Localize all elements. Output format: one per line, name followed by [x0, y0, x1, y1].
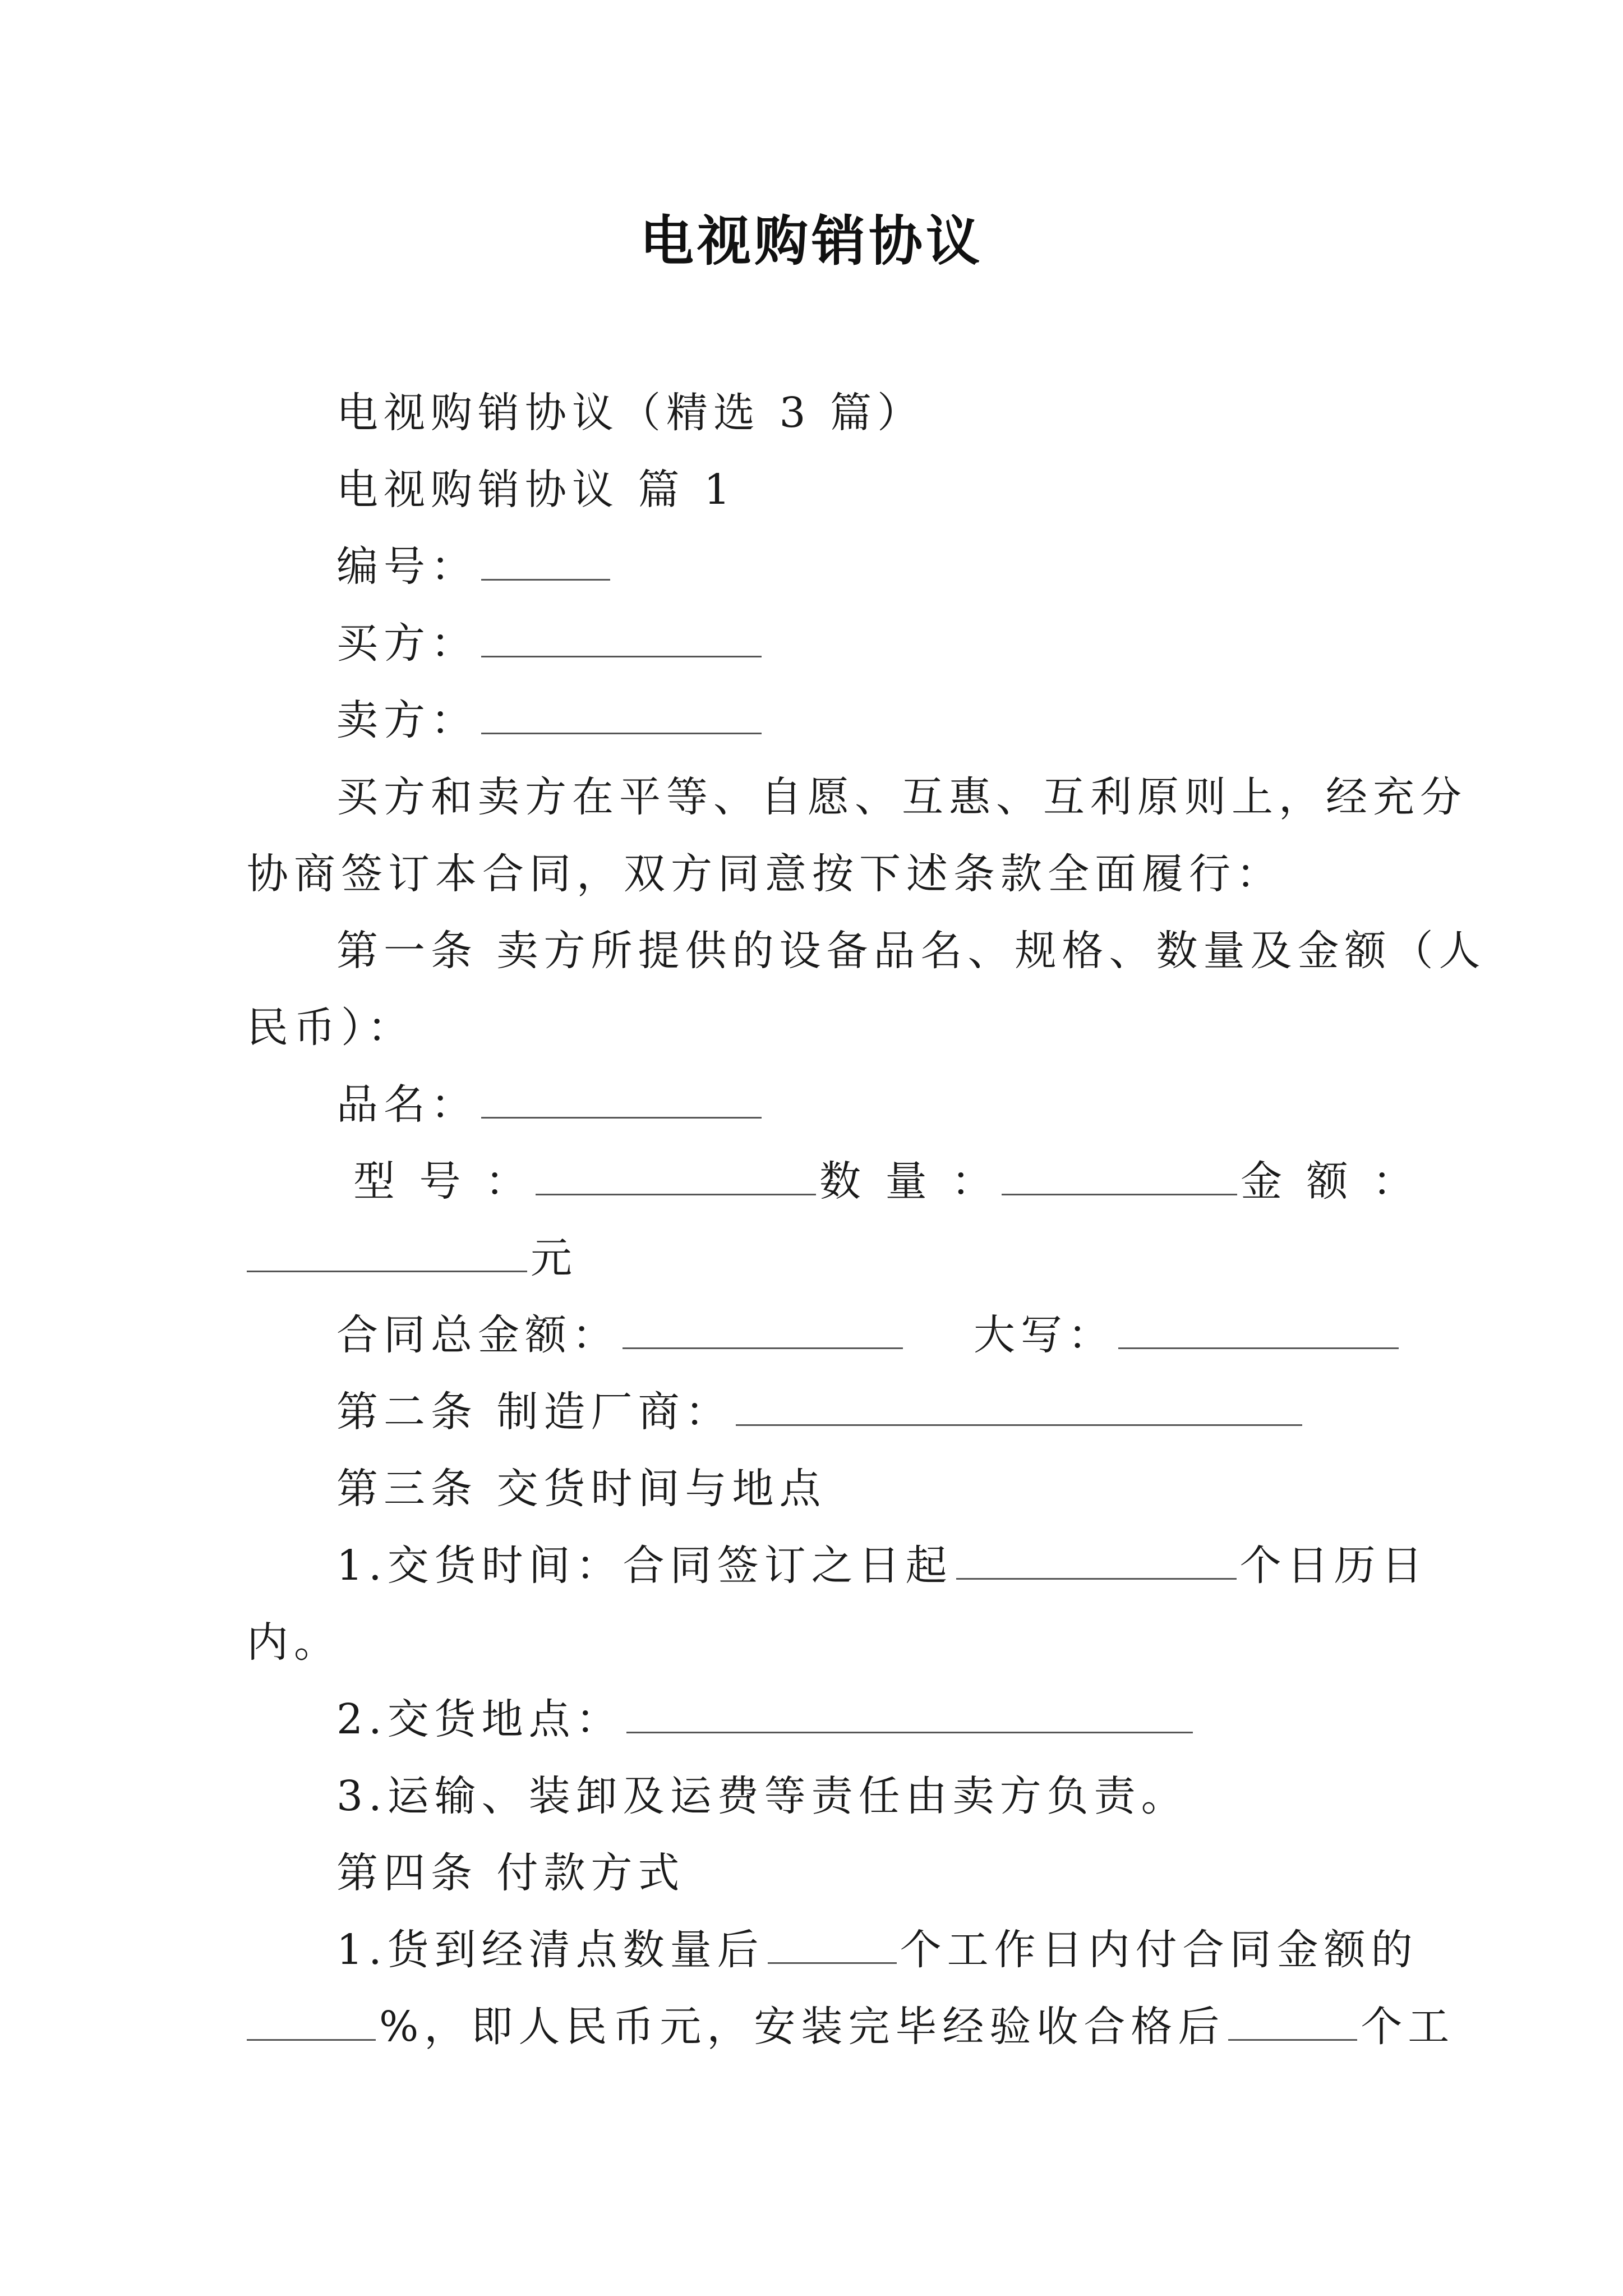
field-amount-unit: [247, 1220, 1380, 1297]
quantity-label: 数 量 ：: [819, 1157, 999, 1205]
payment-percent-blank: [247, 2005, 376, 2041]
field-buyer: [247, 605, 1380, 682]
delivery-time-suffix: 个日历日: [1239, 1542, 1428, 1590]
payment-line1: [247, 1912, 1418, 1989]
article-one-line1: 第一条 卖方所提供的设备品名、规格、数量及金额（人: [336, 927, 1486, 975]
payment-line2: [247, 1989, 1455, 2065]
paragraph-preamble-line2: 协商签订本合同，双方同意按下述条款全面履行：: [247, 850, 1283, 898]
amount-label: 金 额 ：: [1241, 1157, 1420, 1205]
product-name-blank: [481, 1083, 762, 1119]
number-blank: [481, 545, 610, 581]
total-amount-label: 合同总金额：: [336, 1311, 619, 1359]
seller-blank: [481, 699, 762, 734]
delivery-time-label: 1.交货时间：合同签订之日起: [336, 1542, 953, 1590]
article-one-line2: 民币）：: [247, 1004, 414, 1052]
manufacturer-label: 第二条 制造厂商：: [336, 1388, 732, 1436]
document-title: 电视购销协议: [640, 210, 983, 273]
uppercase-amount-blank: [1118, 1314, 1399, 1349]
quantity-segment: [819, 1143, 1241, 1220]
article-three-heading: 第三条 交货时间与地点: [336, 1465, 827, 1513]
manufacturer-blank: [736, 1391, 1302, 1426]
field-total-amount: [247, 1297, 1380, 1374]
delivery-location-blank: [626, 1698, 1193, 1733]
paragraph-preamble-line1: 买方和卖方在平等、自愿、互惠、互利原则上，经充分: [336, 773, 1467, 821]
payment-line2-middle: %，即人民币元，安装完毕经验收合格后: [379, 2003, 1225, 2051]
model-blank: [536, 1160, 816, 1195]
payment-days-blank: [768, 1929, 897, 1964]
field-number: [247, 528, 1380, 605]
transport-responsibility: 3.运输、装卸及运费等责任由卖方负责。: [336, 1772, 1188, 1820]
field-buyer-label: 买方：: [336, 619, 478, 668]
field-seller: [247, 682, 1380, 759]
amount-blank: [247, 1237, 527, 1272]
article-two-manufacturer: [247, 1374, 1380, 1451]
delivery-days-blank: [956, 1544, 1237, 1580]
payment-line2-end: 个工: [1361, 2003, 1455, 2051]
quantity-blank: [1002, 1160, 1237, 1195]
paragraph-section-heading: 电视购销协议 篇 1: [336, 466, 736, 514]
payment-line1-start: 1.货到经清点数量后: [336, 1926, 764, 1974]
article-four-heading: 第四条 付款方式: [336, 1849, 685, 1897]
delivery-time-line2: 内。: [247, 1618, 341, 1667]
amount-unit: 元: [531, 1234, 578, 1282]
uppercase-amount-label: 大写：: [974, 1311, 1115, 1359]
document-body: [247, 375, 1486, 2065]
paragraph-collection-title: 电视购销协议（精选 3 篇）: [336, 389, 925, 437]
field-row-model-qty-amount: [247, 1143, 1420, 1220]
field-product-name: [247, 1066, 1380, 1143]
payment-workdays-blank: [1228, 2005, 1357, 2041]
delivery-location: [247, 1681, 1380, 1758]
delivery-location-label: 2.交货地点：: [336, 1695, 623, 1743]
delivery-time-line1: [247, 1527, 1428, 1604]
field-seller-label: 卖方：: [336, 696, 478, 744]
field-number-label: 编号：: [336, 542, 478, 591]
product-name-label: 品名：: [336, 1080, 478, 1129]
model-segment: [353, 1143, 819, 1220]
buyer-blank: [481, 622, 762, 657]
payment-line1-end: 个工作日内付合同金额的: [900, 1926, 1418, 1974]
total-amount-blank: [623, 1314, 903, 1349]
model-label: 型 号 ：: [353, 1157, 533, 1205]
